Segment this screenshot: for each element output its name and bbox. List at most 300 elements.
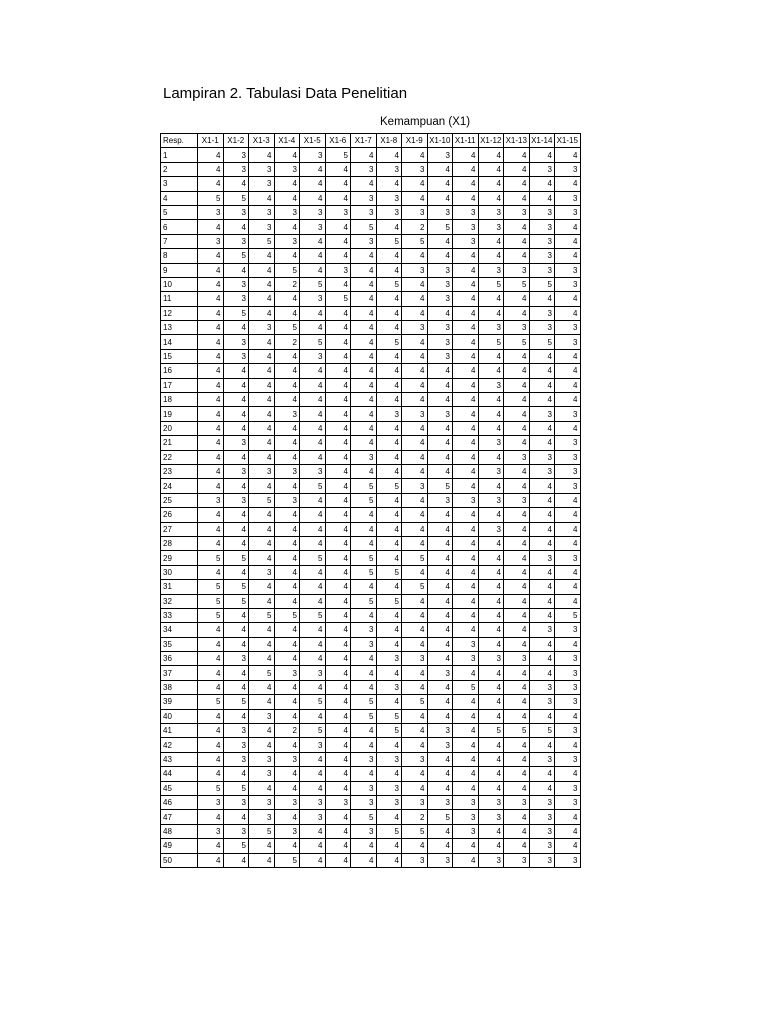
score-cell: 3 <box>529 162 555 176</box>
score-cell: 4 <box>529 421 555 435</box>
score-cell: 4 <box>249 277 275 291</box>
score-cell: 4 <box>249 479 275 493</box>
score-cell: 5 <box>351 709 377 723</box>
table-row <box>161 321 581 335</box>
score-cell: 4 <box>300 652 326 666</box>
score-cell: 4 <box>274 594 300 608</box>
score-cell: 4 <box>274 436 300 450</box>
score-cell: 4 <box>300 594 326 608</box>
score-cell: 4 <box>453 781 479 795</box>
score-cell: 5 <box>223 249 249 263</box>
table-row <box>161 393 581 407</box>
score-cell: 4 <box>402 522 428 536</box>
score-cell: 3 <box>198 824 224 838</box>
score-cell: 4 <box>504 364 530 378</box>
score-cell: 4 <box>249 652 275 666</box>
score-cell: 5 <box>198 580 224 594</box>
score-cell: 4 <box>504 508 530 522</box>
score-cell: 3 <box>504 205 530 219</box>
score-cell: 4 <box>529 522 555 536</box>
score-cell: 4 <box>478 479 504 493</box>
score-cell: 4 <box>427 306 453 320</box>
score-cell: 4 <box>555 292 581 306</box>
score-cell: 4 <box>478 839 504 853</box>
score-cell: 5 <box>376 234 402 248</box>
score-cell: 4 <box>402 292 428 306</box>
score-cell: 3 <box>555 162 581 176</box>
score-cell: 4 <box>402 349 428 363</box>
score-cell: 4 <box>376 608 402 622</box>
score-cell: 4 <box>198 680 224 694</box>
score-cell: 5 <box>223 594 249 608</box>
score-cell: 4 <box>555 393 581 407</box>
score-cell: 4 <box>198 752 224 766</box>
column-header-x1-15: X1-15 <box>555 134 581 148</box>
score-cell: 5 <box>198 551 224 565</box>
score-cell: 3 <box>478 464 504 478</box>
score-cell: 4 <box>198 335 224 349</box>
respondent-id-cell: 44 <box>161 767 198 781</box>
score-cell: 4 <box>198 637 224 651</box>
score-cell: 4 <box>504 767 530 781</box>
score-cell: 4 <box>478 364 504 378</box>
score-cell: 4 <box>274 738 300 752</box>
score-cell: 4 <box>198 263 224 277</box>
score-cell: 3 <box>555 263 581 277</box>
column-header-x1-9: X1-9 <box>402 134 428 148</box>
score-cell: 4 <box>223 479 249 493</box>
score-cell: 4 <box>427 234 453 248</box>
score-cell: 4 <box>223 637 249 651</box>
score-cell: 4 <box>351 767 377 781</box>
score-cell: 3 <box>351 824 377 838</box>
score-cell: 4 <box>453 767 479 781</box>
score-cell: 5 <box>376 724 402 738</box>
respondent-id-cell: 34 <box>161 623 198 637</box>
score-cell: 5 <box>376 335 402 349</box>
column-header-resp: Resp. <box>161 134 198 148</box>
score-cell: 4 <box>376 378 402 392</box>
respondent-id-cell: 16 <box>161 364 198 378</box>
score-cell: 4 <box>504 249 530 263</box>
score-cell: 4 <box>274 767 300 781</box>
score-cell: 4 <box>529 652 555 666</box>
table-row <box>161 306 581 320</box>
score-cell: 4 <box>504 565 530 579</box>
score-cell: 4 <box>529 378 555 392</box>
score-cell: 4 <box>249 623 275 637</box>
score-cell: 5 <box>529 277 555 291</box>
score-cell: 4 <box>325 536 351 550</box>
score-cell: 3 <box>555 853 581 867</box>
score-cell: 4 <box>453 407 479 421</box>
score-cell: 3 <box>300 292 326 306</box>
score-cell: 5 <box>274 853 300 867</box>
score-cell: 4 <box>300 824 326 838</box>
score-cell: 4 <box>478 249 504 263</box>
score-cell: 4 <box>504 666 530 680</box>
score-cell: 3 <box>529 464 555 478</box>
score-cell: 5 <box>198 191 224 205</box>
score-cell: 4 <box>402 249 428 263</box>
score-cell: 4 <box>274 378 300 392</box>
respondent-id-cell: 42 <box>161 738 198 752</box>
score-cell: 4 <box>376 666 402 680</box>
score-cell: 4 <box>555 493 581 507</box>
table-row <box>161 839 581 853</box>
respondent-id-cell: 25 <box>161 493 198 507</box>
score-cell: 3 <box>300 349 326 363</box>
score-cell: 4 <box>402 536 428 550</box>
score-cell: 3 <box>300 220 326 234</box>
table-row <box>161 148 581 162</box>
score-cell: 4 <box>249 407 275 421</box>
score-cell: 3 <box>529 306 555 320</box>
score-cell: 4 <box>453 565 479 579</box>
score-cell: 3 <box>223 277 249 291</box>
score-cell: 3 <box>376 205 402 219</box>
score-cell: 3 <box>478 795 504 809</box>
score-cell: 5 <box>351 594 377 608</box>
score-cell: 4 <box>325 666 351 680</box>
table-row <box>161 752 581 766</box>
respondent-id-cell: 47 <box>161 810 198 824</box>
score-cell: 4 <box>427 623 453 637</box>
score-cell: 5 <box>300 479 326 493</box>
score-cell: 4 <box>274 393 300 407</box>
score-cell: 4 <box>427 709 453 723</box>
table-row <box>161 637 581 651</box>
score-cell: 3 <box>249 177 275 191</box>
score-cell: 4 <box>325 177 351 191</box>
score-cell: 4 <box>402 781 428 795</box>
score-cell: 4 <box>555 508 581 522</box>
score-cell: 4 <box>249 436 275 450</box>
score-cell: 4 <box>223 522 249 536</box>
score-cell: 4 <box>198 853 224 867</box>
score-cell: 3 <box>427 292 453 306</box>
score-cell: 4 <box>427 191 453 205</box>
score-cell: 5 <box>300 551 326 565</box>
score-cell: 4 <box>504 479 530 493</box>
score-cell: 3 <box>555 551 581 565</box>
score-cell: 3 <box>402 795 428 809</box>
respondent-id-cell: 23 <box>161 464 198 478</box>
score-cell: 5 <box>198 781 224 795</box>
respondent-id-cell: 27 <box>161 522 198 536</box>
score-cell: 4 <box>453 709 479 723</box>
score-cell: 4 <box>198 522 224 536</box>
score-cell: 4 <box>223 393 249 407</box>
score-cell: 3 <box>376 781 402 795</box>
score-cell: 4 <box>402 335 428 349</box>
score-cell: 3 <box>555 335 581 349</box>
data-table <box>160 133 581 868</box>
score-cell: 4 <box>351 292 377 306</box>
score-cell: 5 <box>376 277 402 291</box>
score-cell: 4 <box>249 421 275 435</box>
respondent-id-cell: 13 <box>161 321 198 335</box>
score-cell: 5 <box>427 479 453 493</box>
score-cell: 3 <box>478 522 504 536</box>
score-cell: 4 <box>504 306 530 320</box>
respondent-id-cell: 17 <box>161 378 198 392</box>
score-cell: 4 <box>325 652 351 666</box>
score-cell: 4 <box>453 263 479 277</box>
score-cell: 3 <box>478 321 504 335</box>
score-cell: 4 <box>325 781 351 795</box>
score-cell: 3 <box>427 493 453 507</box>
column-header-x1-11: X1-11 <box>453 134 479 148</box>
score-cell: 3 <box>453 234 479 248</box>
score-cell: 4 <box>223 767 249 781</box>
score-cell: 3 <box>555 479 581 493</box>
score-cell: 4 <box>427 839 453 853</box>
score-cell: 3 <box>427 853 453 867</box>
score-cell: 3 <box>453 795 479 809</box>
column-header-x1-3: X1-3 <box>249 134 275 148</box>
score-cell: 4 <box>300 565 326 579</box>
score-cell: 4 <box>478 565 504 579</box>
score-cell: 4 <box>376 551 402 565</box>
score-cell: 4 <box>402 191 428 205</box>
score-cell: 4 <box>274 623 300 637</box>
score-cell: 4 <box>223 680 249 694</box>
score-cell: 4 <box>325 277 351 291</box>
table-row <box>161 608 581 622</box>
score-cell: 3 <box>402 752 428 766</box>
score-cell: 4 <box>427 781 453 795</box>
score-cell: 3 <box>223 464 249 478</box>
score-cell: 4 <box>453 177 479 191</box>
score-cell: 3 <box>274 205 300 219</box>
score-cell: 4 <box>453 148 479 162</box>
score-cell: 4 <box>249 738 275 752</box>
score-cell: 4 <box>555 824 581 838</box>
score-cell: 4 <box>478 306 504 320</box>
score-cell: 4 <box>223 565 249 579</box>
score-cell: 4 <box>504 824 530 838</box>
score-cell: 3 <box>555 450 581 464</box>
score-cell: 4 <box>504 407 530 421</box>
score-cell: 5 <box>453 680 479 694</box>
table-row <box>161 709 581 723</box>
score-cell: 5 <box>504 724 530 738</box>
score-cell: 4 <box>402 306 428 320</box>
score-cell: 4 <box>223 450 249 464</box>
respondent-id-cell: 3 <box>161 177 198 191</box>
score-cell: 4 <box>453 479 479 493</box>
score-cell: 4 <box>427 594 453 608</box>
score-cell: 3 <box>504 652 530 666</box>
score-cell: 4 <box>402 177 428 191</box>
table-row <box>161 191 581 205</box>
score-cell: 3 <box>223 824 249 838</box>
score-cell: 4 <box>300 493 326 507</box>
score-cell: 5 <box>427 810 453 824</box>
score-cell: 4 <box>376 536 402 550</box>
table-row <box>161 249 581 263</box>
table-row <box>161 536 581 550</box>
respondent-id-cell: 4 <box>161 191 198 205</box>
score-cell: 4 <box>274 148 300 162</box>
score-cell: 3 <box>478 853 504 867</box>
score-cell: 4 <box>249 148 275 162</box>
score-cell: 3 <box>478 493 504 507</box>
score-cell: 3 <box>402 479 428 493</box>
score-cell: 3 <box>427 666 453 680</box>
score-cell: 4 <box>402 436 428 450</box>
score-cell: 4 <box>402 594 428 608</box>
score-cell: 4 <box>478 709 504 723</box>
score-cell: 4 <box>249 263 275 277</box>
score-cell: 3 <box>529 321 555 335</box>
score-cell: 3 <box>376 795 402 809</box>
score-cell: 3 <box>376 752 402 766</box>
score-cell: 3 <box>274 752 300 766</box>
score-cell: 4 <box>325 162 351 176</box>
score-cell: 3 <box>223 162 249 176</box>
respondent-id-cell: 46 <box>161 795 198 809</box>
table-caption: Kemampuan (X1) <box>380 116 471 128</box>
score-cell: 4 <box>402 724 428 738</box>
score-cell: 4 <box>351 464 377 478</box>
score-cell: 4 <box>325 565 351 579</box>
score-cell: 3 <box>478 205 504 219</box>
score-cell: 4 <box>478 695 504 709</box>
score-cell: 4 <box>274 249 300 263</box>
score-cell: 4 <box>427 464 453 478</box>
table-row <box>161 162 581 176</box>
score-cell: 4 <box>504 680 530 694</box>
score-cell: 4 <box>325 306 351 320</box>
score-cell: 4 <box>402 378 428 392</box>
column-header-x1-7: X1-7 <box>351 134 377 148</box>
score-cell: 4 <box>249 335 275 349</box>
score-cell: 4 <box>198 767 224 781</box>
score-cell: 4 <box>198 724 224 738</box>
score-cell: 4 <box>376 450 402 464</box>
score-cell: 3 <box>504 263 530 277</box>
score-cell: 4 <box>223 220 249 234</box>
score-cell: 4 <box>529 709 555 723</box>
score-cell: 3 <box>453 824 479 838</box>
score-cell: 4 <box>453 378 479 392</box>
score-cell: 4 <box>504 162 530 176</box>
score-cell: 4 <box>376 436 402 450</box>
score-cell: 4 <box>274 364 300 378</box>
score-cell: 4 <box>478 580 504 594</box>
score-cell: 4 <box>325 680 351 694</box>
score-cell: 4 <box>325 349 351 363</box>
score-cell: 4 <box>300 781 326 795</box>
score-cell: 4 <box>402 623 428 637</box>
score-cell: 4 <box>300 234 326 248</box>
score-cell: 3 <box>402 263 428 277</box>
score-cell: 4 <box>223 321 249 335</box>
score-cell: 3 <box>351 162 377 176</box>
table-row <box>161 623 581 637</box>
score-cell: 4 <box>427 522 453 536</box>
table-row <box>161 177 581 191</box>
score-cell: 4 <box>478 148 504 162</box>
score-cell: 4 <box>300 709 326 723</box>
table-row <box>161 464 581 478</box>
score-cell: 4 <box>325 724 351 738</box>
score-cell: 4 <box>300 191 326 205</box>
score-cell: 4 <box>402 608 428 622</box>
table-row <box>161 695 581 709</box>
respondent-id-cell: 10 <box>161 277 198 291</box>
score-cell: 4 <box>300 177 326 191</box>
table-row <box>161 522 581 536</box>
score-cell: 3 <box>453 493 479 507</box>
score-cell: 3 <box>453 810 479 824</box>
score-cell: 4 <box>453 508 479 522</box>
respondent-id-cell: 43 <box>161 752 198 766</box>
score-cell: 5 <box>427 220 453 234</box>
table-row <box>161 738 581 752</box>
respondent-id-cell: 8 <box>161 249 198 263</box>
score-cell: 2 <box>274 724 300 738</box>
score-cell: 4 <box>223 810 249 824</box>
score-cell: 4 <box>325 249 351 263</box>
score-cell: 3 <box>325 263 351 277</box>
score-cell: 4 <box>376 464 402 478</box>
score-cell: 4 <box>351 522 377 536</box>
score-cell: 3 <box>529 824 555 838</box>
table-row <box>161 205 581 219</box>
table-row <box>161 565 581 579</box>
score-cell: 5 <box>376 565 402 579</box>
score-cell: 4 <box>274 680 300 694</box>
score-cell: 4 <box>376 810 402 824</box>
score-cell: 4 <box>402 666 428 680</box>
score-cell: 4 <box>325 695 351 709</box>
score-cell: 4 <box>453 839 479 853</box>
column-header-x1-2: X1-2 <box>223 134 249 148</box>
score-cell: 3 <box>453 220 479 234</box>
header-row <box>161 134 581 148</box>
score-cell: 4 <box>504 464 530 478</box>
score-cell: 4 <box>504 594 530 608</box>
score-cell: 4 <box>555 709 581 723</box>
score-cell: 4 <box>478 781 504 795</box>
score-cell: 4 <box>504 810 530 824</box>
score-cell: 3 <box>504 853 530 867</box>
score-cell: 4 <box>402 839 428 853</box>
score-cell: 4 <box>529 565 555 579</box>
score-cell: 5 <box>478 277 504 291</box>
score-cell: 3 <box>274 162 300 176</box>
column-header-x1-10: X1-10 <box>427 134 453 148</box>
score-cell: 4 <box>555 306 581 320</box>
score-cell: 4 <box>504 738 530 752</box>
score-cell: 4 <box>300 249 326 263</box>
score-cell: 4 <box>351 393 377 407</box>
score-cell: 3 <box>427 321 453 335</box>
score-cell: 4 <box>427 551 453 565</box>
score-cell: 4 <box>376 349 402 363</box>
score-cell: 3 <box>529 623 555 637</box>
score-cell: 4 <box>300 680 326 694</box>
score-cell: 4 <box>529 364 555 378</box>
score-cell: 4 <box>529 349 555 363</box>
score-cell: 4 <box>274 551 300 565</box>
score-cell: 4 <box>402 450 428 464</box>
score-cell: 4 <box>300 306 326 320</box>
score-cell: 3 <box>376 407 402 421</box>
